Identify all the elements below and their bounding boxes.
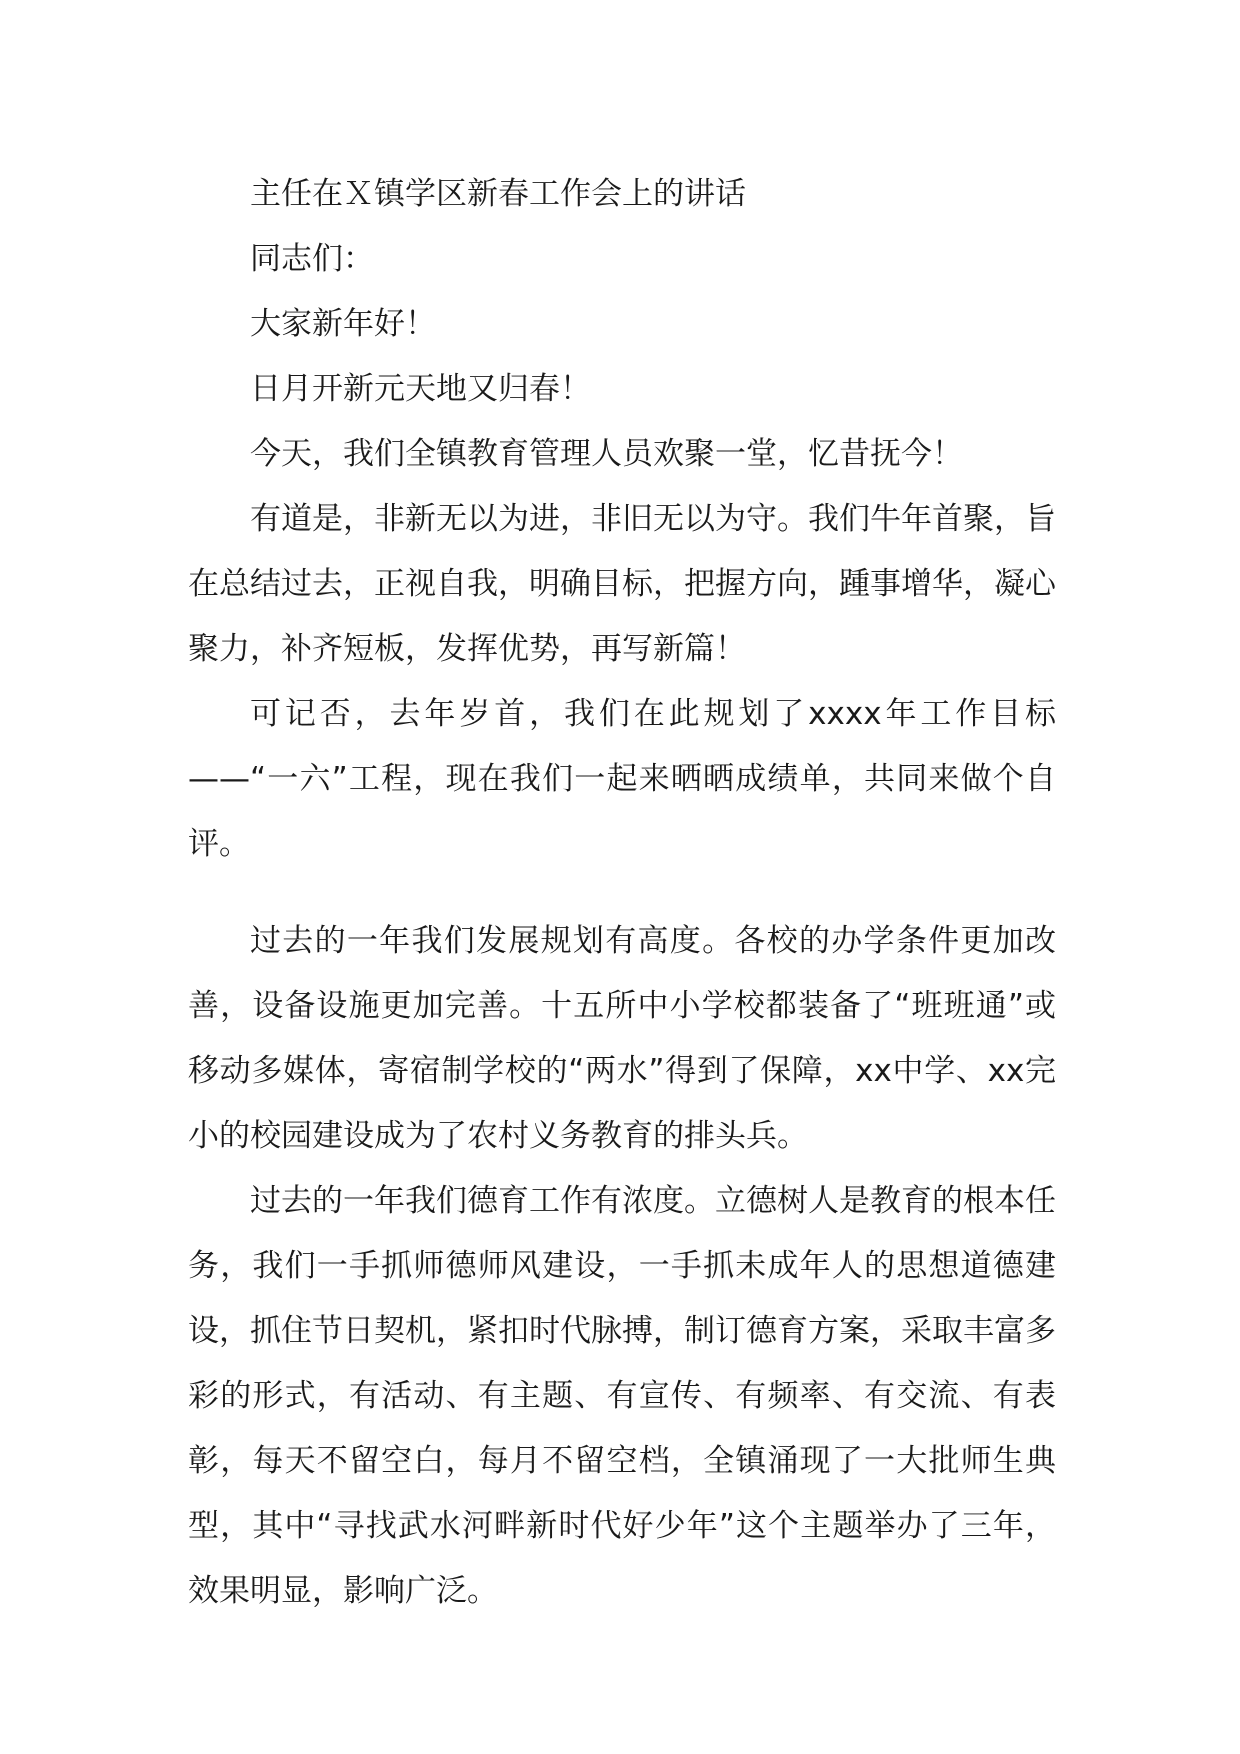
greeting: 大家新年好！ [250,306,436,342]
couplet-line: 日月开新元天地又归春！ [250,371,591,407]
purpose-paragraph: 有道是，非新无以为进，非旧无以为守。我们牛年首聚，旨在总结过去，正视自我，明确目标，把握方向，踵事增华，凝心聚力，补齐短板，发挥优势，再写新篇！ [188,501,1056,667]
speech-title: 主任在Ｘ镇学区新春工作会上的讲话 [250,176,746,212]
planning-paragraph: 过去的一年我们发展规划有高度。各校的办学条件更加改善，设备设施更加完善。十五所中小学校都装备了“班班通”或移动多媒体，寄宿制学校的“两水”得到了保障，xx中学、xx完小的校园建设成为了农村义务教育的排头兵。 [188,923,1056,1154]
moral-education-paragraph: 过去的一年我们德育工作有浓度。立德树人是教育的根本任务，我们一手抓师德师风建设，一手抓未成年人的思想道德建设，抓住节日契机，紧扣时代脉搏，制订德育方案，采取丰富多彩的形式，有活动、有主题、有宣传、有频率、有交流、有表彰，每天不留空白，每月不留空档，全镇涌现了一大批师生典型，其中“寻找武水河畔新时代好少年”这个主题举办了三年，效果明显，影响广泛。 [188,1183,1056,1609]
paragraph-spacer [188,877,1056,909]
document-body [188,162,1056,1624]
opening-paragraph: 今天，我们全镇教育管理人员欢聚一堂，忆昔抚今！ [250,436,963,472]
review-intro-paragraph: 可记否，去年岁首，我们在此规划了xxxx年工作目标——“一六”工程，现在我们一起来晒晒成绩单，共同来做个自评。 [188,696,1056,862]
salutation: 同志们： [250,241,374,277]
